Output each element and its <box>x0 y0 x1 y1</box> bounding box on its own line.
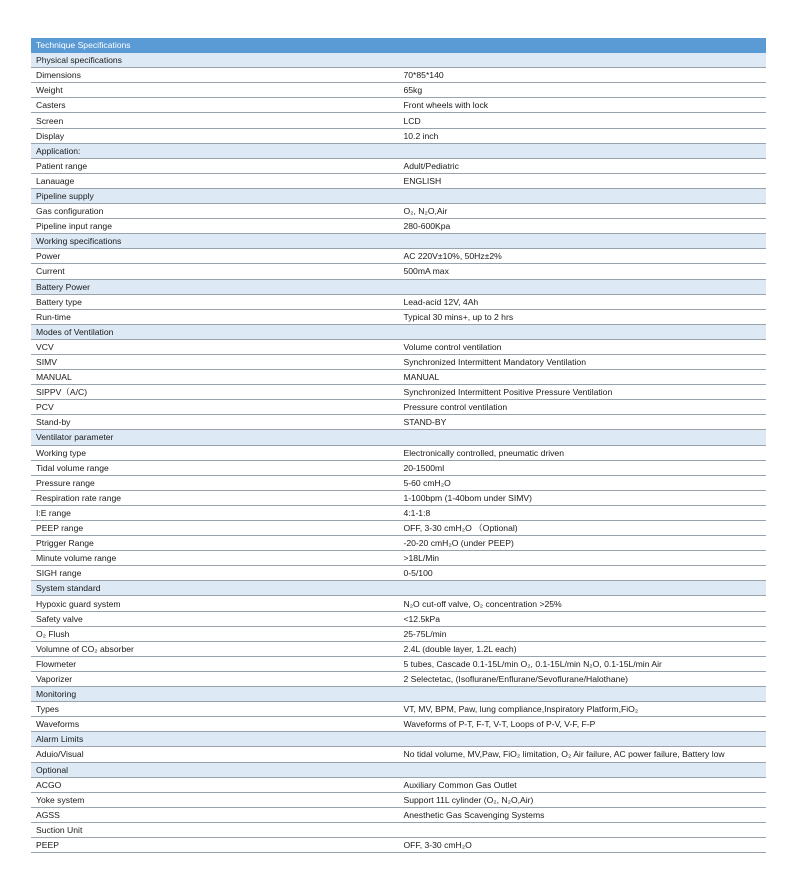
spec-value: Lead-acid 12V, 4Ah <box>399 294 767 309</box>
table-row <box>31 837 766 852</box>
spec-value: Auxiliary Common Gas Outlet <box>399 777 767 792</box>
section-header-row <box>31 234 766 249</box>
spec-value: N₂O cut-off valve, O₂ concentration >25% <box>399 596 767 611</box>
table-row <box>31 249 766 264</box>
spec-label: Stand-by <box>31 415 399 430</box>
spec-label: Power <box>31 249 399 264</box>
spec-label: Volumne of CO₂ absorber <box>31 641 399 656</box>
table-row <box>31 566 766 581</box>
spec-label: Waveforms <box>31 717 399 732</box>
spec-label: Screen <box>31 113 399 128</box>
section-header-row <box>31 581 766 596</box>
section-heading: Working specifications <box>31 234 766 249</box>
spec-value: Typical 30 mins+, up to 2 hrs <box>399 309 767 324</box>
table-row <box>31 219 766 234</box>
spec-value: MANUAL <box>399 370 767 385</box>
table-title: Technique Specifications <box>31 38 766 53</box>
spec-label: PEEP <box>31 837 399 852</box>
spec-value: 0-5/100 <box>399 566 767 581</box>
table-row <box>31 490 766 505</box>
spec-label: Weight <box>31 83 399 98</box>
table-row <box>31 98 766 113</box>
table-row <box>31 505 766 520</box>
table-row <box>31 717 766 732</box>
table-row <box>31 641 766 656</box>
table-row <box>31 521 766 536</box>
spec-label: Lanauage <box>31 173 399 188</box>
section-header-row <box>31 732 766 747</box>
spec-label: SIMV <box>31 354 399 369</box>
table-title-row <box>31 38 766 53</box>
table-row <box>31 264 766 279</box>
table-row <box>31 445 766 460</box>
section-header-row <box>31 53 766 68</box>
section-heading: Optional <box>31 762 766 777</box>
section-header-row <box>31 430 766 445</box>
section-heading: Pipeline supply <box>31 188 766 203</box>
spec-label: Current <box>31 264 399 279</box>
spec-value: >18L/Min <box>399 551 767 566</box>
table-row <box>31 400 766 415</box>
spec-value: Electronically controlled, pneumatic driven <box>399 445 767 460</box>
spec-label: Aduio/Visual <box>31 747 399 762</box>
spec-value: 1-100bpm (1-40bom under SIMV) <box>399 490 767 505</box>
spec-value: 280-600Kpa <box>399 219 767 234</box>
table-row <box>31 158 766 173</box>
spec-label: Pressure range <box>31 475 399 490</box>
spec-value: ENGLISH <box>399 173 767 188</box>
section-heading: Battery Power <box>31 279 766 294</box>
table-row <box>31 551 766 566</box>
spec-label: Tidal volume range <box>31 460 399 475</box>
section-heading: Modes of Ventilation <box>31 324 766 339</box>
spec-value <box>399 822 767 837</box>
table-row <box>31 173 766 188</box>
table-row <box>31 309 766 324</box>
section-header-row <box>31 143 766 158</box>
table-row <box>31 385 766 400</box>
table-row <box>31 656 766 671</box>
specifications-table-body <box>31 38 766 853</box>
table-row <box>31 128 766 143</box>
table-row <box>31 113 766 128</box>
spec-label: Working type <box>31 445 399 460</box>
spec-label: Run-time <box>31 309 399 324</box>
table-row <box>31 702 766 717</box>
section-header-row <box>31 324 766 339</box>
spec-value: O₂, N₂O,Air <box>399 204 767 219</box>
spec-value: 2.4L (double layer, 1.2L each) <box>399 641 767 656</box>
spec-label: ACGO <box>31 777 399 792</box>
spec-label: Hypoxic guard system <box>31 596 399 611</box>
section-heading: Alarm Limits <box>31 732 766 747</box>
spec-value: 10.2 inch <box>399 128 767 143</box>
spec-value: STAND-BY <box>399 415 767 430</box>
spec-label: Ptrigger Range <box>31 536 399 551</box>
spec-value: Volume control ventilation <box>399 339 767 354</box>
spec-label: Dimensions <box>31 68 399 83</box>
spec-value: 500mA max <box>399 264 767 279</box>
table-row <box>31 68 766 83</box>
spec-label: Vaporizer <box>31 671 399 686</box>
spec-label: O₂ Flush <box>31 626 399 641</box>
spec-value: 25-75L/min <box>399 626 767 641</box>
table-row <box>31 747 766 762</box>
table-row <box>31 596 766 611</box>
table-row <box>31 777 766 792</box>
spec-value: Synchronized Intermittent Positive Pressure Ventilation <box>399 385 767 400</box>
table-row <box>31 611 766 626</box>
spec-value: No tidal volume, MV,Paw, FiO₂ limitation, O₂ Air failure, AC power failure, Battery low <box>399 747 767 762</box>
table-row <box>31 536 766 551</box>
table-row <box>31 370 766 385</box>
table-row <box>31 822 766 837</box>
table-row <box>31 294 766 309</box>
table-row <box>31 339 766 354</box>
section-header-row <box>31 188 766 203</box>
spec-value: Front wheels with lock <box>399 98 767 113</box>
section-header-row <box>31 762 766 777</box>
spec-value: Support 11L cylinder (O₂, N₂O,Air) <box>399 792 767 807</box>
section-heading: Physical specifications <box>31 53 766 68</box>
spec-label: Respiration rate range <box>31 490 399 505</box>
spec-value: Anesthetic Gas Scavenging Systems <box>399 807 767 822</box>
spec-value: Synchronized Intermittent Mandatory Ventilation <box>399 354 767 369</box>
spec-value: Pressure control ventilation <box>399 400 767 415</box>
spec-label: Yoke system <box>31 792 399 807</box>
spec-label: Minute volume range <box>31 551 399 566</box>
spec-label: Safety valve <box>31 611 399 626</box>
table-row <box>31 415 766 430</box>
table-row <box>31 460 766 475</box>
table-row <box>31 626 766 641</box>
spec-value: OFF, 3-30 cmH₂O （Optional) <box>399 521 767 536</box>
spec-value: 20-1500ml <box>399 460 767 475</box>
spec-label: MANUAL <box>31 370 399 385</box>
table-row <box>31 807 766 822</box>
spec-value: Adult/Pediatric <box>399 158 767 173</box>
spec-label: AGSS <box>31 807 399 822</box>
spec-value: 4:1-1:8 <box>399 505 767 520</box>
section-heading: System standard <box>31 581 766 596</box>
spec-label: Pipeline input range <box>31 219 399 234</box>
spec-label: Flowmeter <box>31 656 399 671</box>
spec-value: VT, MV, BPM, Paw, lung compliance,Inspiratory Platform,FiO₂ <box>399 702 767 717</box>
section-header-row <box>31 279 766 294</box>
section-heading: Ventilator parameter <box>31 430 766 445</box>
section-heading: Monitoring <box>31 687 766 702</box>
section-header-row <box>31 687 766 702</box>
table-row <box>31 792 766 807</box>
section-heading: Application: <box>31 143 766 158</box>
spec-label: I:E range <box>31 505 399 520</box>
spec-value: 2 Selectetac, (Isoflurane/Enflurane/Sevoflurane/Halothane) <box>399 671 767 686</box>
spec-value: 65kg <box>399 83 767 98</box>
specifications-table <box>31 38 766 853</box>
spec-label: Gas configuration <box>31 204 399 219</box>
spec-value: 70*85*140 <box>399 68 767 83</box>
spec-label: Types <box>31 702 399 717</box>
spec-value: 5-60 cmH₂O <box>399 475 767 490</box>
spec-value: <12.5kPa <box>399 611 767 626</box>
spec-value: LCD <box>399 113 767 128</box>
spec-value: OFF, 3-30 cmH₂O <box>399 837 767 852</box>
spec-label: Battery type <box>31 294 399 309</box>
table-row <box>31 671 766 686</box>
spec-value: Waveforms of P-T, F-T, V-T, Loops of P-V, V-F, F-P <box>399 717 767 732</box>
spec-label: Patient range <box>31 158 399 173</box>
spec-label: PEEP range <box>31 521 399 536</box>
table-row <box>31 83 766 98</box>
spec-label: Suction Unit <box>31 822 399 837</box>
spec-label: Casters <box>31 98 399 113</box>
table-row <box>31 354 766 369</box>
spec-label: VCV <box>31 339 399 354</box>
spec-label: PCV <box>31 400 399 415</box>
spec-label: SIGH range <box>31 566 399 581</box>
spec-label: Display <box>31 128 399 143</box>
spec-label: SIPPV（A/C) <box>31 385 399 400</box>
spec-value: -20-20 cmH₂O (under PEEP) <box>399 536 767 551</box>
spec-value: AC 220V±10%, 50Hz±2% <box>399 249 767 264</box>
table-row <box>31 204 766 219</box>
table-row <box>31 475 766 490</box>
spec-value: 5 tubes, Cascade 0.1-15L/min O₂, 0.1-15L/min N₂O, 0.1-15L/min Air <box>399 656 767 671</box>
